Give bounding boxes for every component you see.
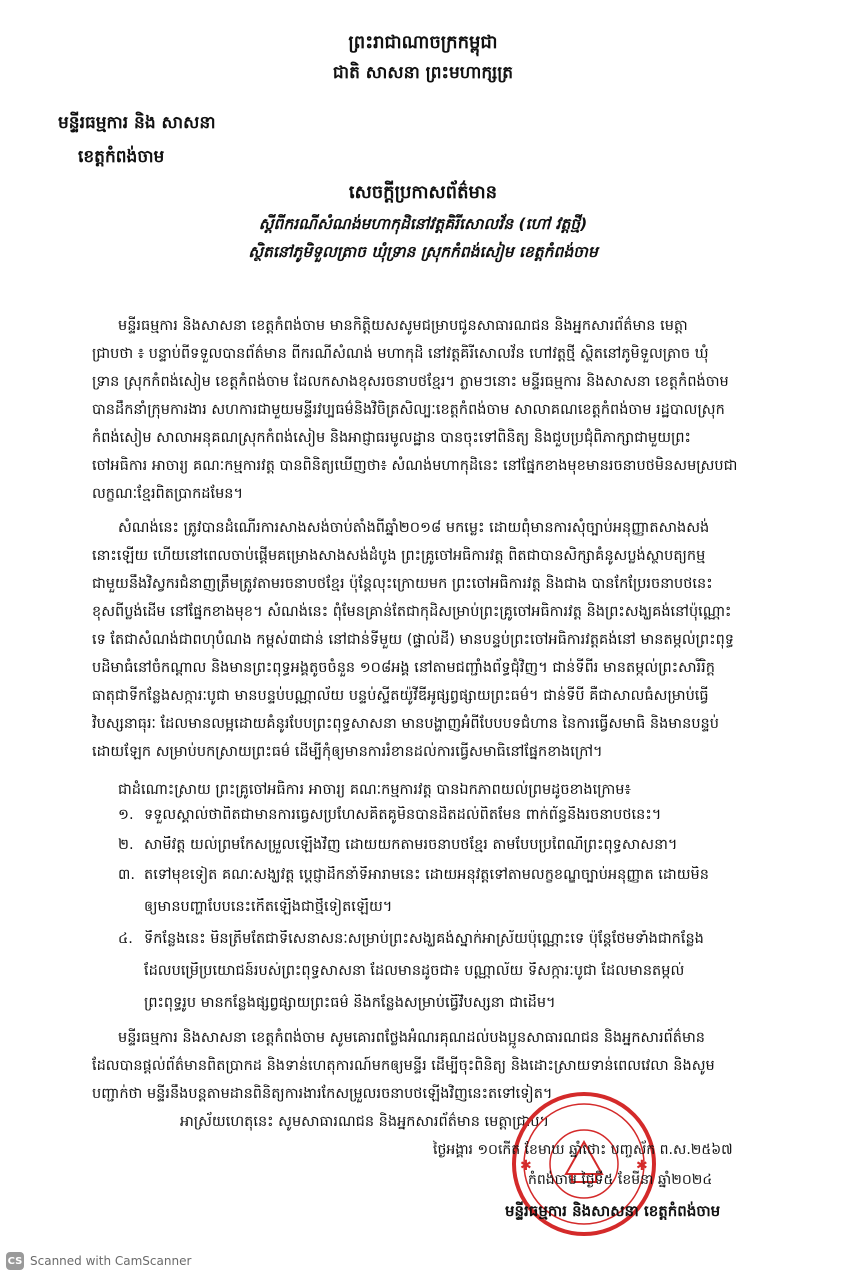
signatory: មន្ទីរធម្មការ និងសាសនា ខេត្តកំពង់ចាម <box>505 1202 721 1220</box>
paragraph-3-line: បញ្ជាក់ថា មន្ទីរនឹងបន្តតាមដានពិនិត្យការងារកែសម្រួលរចនាបថឡើងវិញនេះតទៅទៀត។ <box>92 1086 553 1102</box>
paragraph-2-line: នោះឡើយ ហើយនៅពេលចាប់ផ្ដើមគម្រោងសាងសង់ដំបូង ព្រះគ្រូចៅអធិការវត្ត ពិតជាបានសិក្សាគំនូសប្លង់ស្ថាបត្យកម្ម <box>92 548 706 564</box>
paragraph-2-line: ទេ តែជាសំណង់ជាពហុបំណង កម្ពស់៣ជាន់ នៅជាន់ទីមួយ (ផ្ទាល់ដី) មានបន្ទប់ព្រះចៅអធិការវត្តគង់នៅ មានតម្កល់ព្រះពុទ្ធ <box>92 632 734 648</box>
paragraph-1-line: មន្ទីរធម្មការ និងសាសនា ខេត្តកំពង់ចាម មានកិត្តិយសសូមជម្រាបជូនសាធារណជន និងអ្នកសារព័ត៌មាន មេត្តា <box>118 318 688 334</box>
paragraph-1-line: ជ្រាបថា ៖ បន្ទាប់ពីទទួលបានព័ត៌មាន ពីករណីសំណង់ មហាកុដិ នៅវត្តគិរីសោលវ័ន ហៅវត្តថ្មី ស្ថិតនៅភូមិទួលត្រាច ឃុំ <box>92 346 709 362</box>
item-number: ២. <box>118 837 134 853</box>
paragraph-1-line: ទ្រាន ស្រុកកំពង់សៀម ខេត្តកំពង់ចាម ដែលកសាងខុសរចនាបថខ្មែរ។ ភ្លាមៗនោះ មន្ទីរធម្មការ និងសាសនា ខេត្តកំពង់ចាម <box>92 374 729 390</box>
item-number: ៣. <box>118 867 135 883</box>
document-subtitle-1: ស្ដីពីករណីសំណង់មហាកុដិនៅវត្តគិរីសោលវ័ន (ហៅ វត្តថ្មី) <box>258 215 588 233</box>
item-number: ១. <box>118 807 134 823</box>
paragraph-2-line: បដិមាធំនៅចំកណ្ដាល និងមានព្រះពុទ្ធអង្គតូចចំនួន ១០៨អង្គ នៅតាមជញ្ជាំងព័ទ្ធជុំវិញ។ ជាន់ទីពីរ មានតម្កល់ព្រះសារីរិក្ត <box>92 660 715 676</box>
paragraph-1-line: បានដឹកនាំក្រុមការងារ សហការជាមួយមន្ទីរវប្បធម៌និងវិចិត្រសិល្បៈខេត្តកំពង់ចាម សាលាគណខេត្តកំពង់ចាម រដ្ឋបាលស្រុក <box>92 402 725 418</box>
paragraph-3-line: មន្ទីរធម្មការ និងសាសនា ខេត្តកំពង់ចាម សូមគោរពថ្លែងអំណរគុណដល់បងប្អូនសាធារណជន និងអ្នកសារព័ត៌មាន <box>118 1030 705 1046</box>
department-name: មន្ទីរធម្មការ និង សាសនា <box>58 113 216 133</box>
item-text: ទទួលស្គាល់ថាពិតជាមានការធ្វេសប្រហែសគិតគូមិនបានដិតដល់ពិតមែន ពាក់ព័ន្ធនឹងរចនាបថនេះ។ <box>144 807 662 823</box>
paragraph-3-line: ដែលបានផ្ដល់ព័ត៌មានពិតប្រាកដ និងទាន់ហេតុការណ៍មកឲ្យមន្ទីរ ដើម្បីចុះពិនិត្យ និងដោះស្រាយទាន់ពេលវេលា និងសូម <box>92 1058 715 1074</box>
stamp-star-icon: ✱ <box>520 1158 532 1174</box>
item-text: ព្រះពុទ្ធរូប មានកន្លែងផ្សព្វផ្សាយព្រះធម៌ និងកន្លែងសម្រាប់ធ្វើវិបស្សនា ជាដើម។ <box>144 995 556 1011</box>
department-province: ខេត្តកំពង់ចាម <box>78 147 165 167</box>
paragraph-2-line: សំណង់នេះ ត្រូវបានដំណើរការសាងសង់ចាប់តាំងពីឆ្នាំ២០១៨ មកម្លេះ ដោយពុំមានការសុំច្បាប់អនុញ្ញាតសាងសង់ <box>118 520 710 536</box>
document-subtitle-2: ស្ថិតនៅភូមិទួលត្រាច ឃុំទ្រាន ស្រុកកំពង់សៀម ខេត្តកំពង់ចាម <box>248 243 598 261</box>
paragraph-2-line: ដោយឡែក សម្រាប់បកស្រាយព្រះធម៌ ដើម្បីកុំឲ្យមានការរំខានដល់ការធ្វើសមាធិនៅផ្នែកខាងក្រៅ។ <box>92 744 603 760</box>
paragraph-2-line: វិបស្សនាធុរៈ ដែលមានលម្អដោយគំនូរបែបព្រះពុទ្ធសាសនា មានបង្ហាញអំពីបែបបទជំហាន នៃការធ្វើសមាធិ និងមានបន្ទប់ <box>92 716 719 732</box>
camscanner-watermark <box>6 1252 191 1270</box>
item-text: សាមីវត្ត យល់ព្រមកែសម្រួលឡើងវិញ ដោយយកតាមរចនាបថខ្មែរ តាមបែបប្រពៃណីព្រះពុទ្ធសាសនា។ <box>144 837 678 853</box>
kingdom-heading: ព្រះរាជាណាចក្រកម្ពុជា <box>348 32 498 53</box>
paragraph-1-line: លក្ខណៈខ្មែរពិតប្រាកដមែន។ <box>92 486 244 502</box>
paragraph-2-line: ខុសពីប្លង់ដើម នៅផ្នែកខាងមុខ។ សំណង់នេះ ពុំមែនគ្រាន់តែជាកុដិសម្រាប់ព្រះគ្រូចៅអធិការវត្ត និងព្រះសង្ឃគង់នៅប៉ុណ្ណោះ <box>92 604 732 620</box>
paragraph-1-line: ចៅអធិការ អាចារ្យ គណៈកម្មការវត្ត បានពិនិត្យឃើញថា៖ សំណង់មហាកុដិនេះ នៅផ្នែកខាងមុខមានរចនាបថមិនសមស្របជា <box>92 458 738 474</box>
lunar-date: ថ្ងៃអង្គារ ១០កើត ខែមាឃ ឆ្នាំថោះ បញ្ចស័ក ព.ស.២៥៦៧ <box>433 1142 733 1158</box>
item-number: ៤. <box>118 931 133 947</box>
camscanner-logo-icon: CS <box>6 1252 24 1270</box>
item-text: ដែលបម្រើប្រយោជន៍របស់ព្រះពុទ្ធសាសនា ដែលមានដូចជា៖ បណ្ណាល័យ ទីសក្ការៈបូជា ដែលមានតម្កល់ <box>144 963 685 979</box>
item-text: តទៅមុខទៀត គណៈសង្ឃវត្ត ប្ដេជ្ញាដឹកនាំទីអារាមនេះ ដោយអនុវត្តទៅតាមលក្ខខណ្ឌច្បាប់អនុញ្ញាត ដោយមិន <box>144 867 709 883</box>
resolution-intro: ជាដំណោះស្រាយ ព្រះគ្រូចៅអធិការ អាចារ្យ គណៈកម្មការវត្ត បានឯកភាពយល់ព្រមដូចខាងក្រោម៖ <box>118 782 631 798</box>
paragraph-2-line: ជាមួយនឹងវិស្វករជំនាញត្រឹមត្រូវតាមរចនាបថខ្មែរ ប៉ុន្តែលុះក្រោយមក ព្រះចៅអធិការវត្ត និងជាង បានកែប្រែរចនាបថនេះ <box>92 576 713 592</box>
solar-date: កំពង់ចាម ថ្ងៃទី៥ ខែមីនា ឆ្នាំ២០២៤ <box>528 1172 713 1188</box>
paragraph-2-line: ធាតុជាទីកន្លែងសក្ការៈបូជា មានបន្ទប់បណ្ណាល័យ បន្ទប់ស្ទីតយ៉ូវីឌីអូផ្សព្វផ្សាយព្រះធម៌។ ជាន់ទីបី គឺជាសាលធំសម្រាប់ធ្វើ <box>92 688 709 704</box>
national-motto: ជាតិ សាសនា ព្រះមហាក្សត្រ <box>332 63 514 83</box>
document-title: សេចក្ដីប្រកាសព័ត៌មាន <box>348 182 498 203</box>
stamp-star-icon: ✱ <box>636 1158 648 1174</box>
camscanner-text: Scanned with CamScanner <box>30 1254 192 1268</box>
item-text: ឲ្យមានបញ្ហាបែបនេះកើតឡើងជាថ្មីទៀតឡើយ។ <box>144 899 393 915</box>
paragraph-1-line: កំពង់សៀម សាលាអនុគណស្រុកកំពង់សៀម និងអាជ្ញាធរមូលដ្ឋាន បានចុះទៅពិនិត្យ និងជួបប្រជុំពិភាក្សាជាមួយព្រះ <box>92 430 691 446</box>
closing-line: អាស្រ័យហេតុនេះ សូមសាធារណជន និងអ្នកសារព័ត៌មាន មេត្តាជ្រាប។ <box>180 1114 550 1130</box>
item-text: ទីកន្លែងនេះ មិនត្រឹមតែជាទីសេនាសនៈសម្រាប់ព្រះសង្ឃគង់ស្នាក់អាស្រ័យប៉ុណ្ណោះទេ ប៉ុន្តែថែមទាំងជាកន្លែង <box>144 931 704 947</box>
